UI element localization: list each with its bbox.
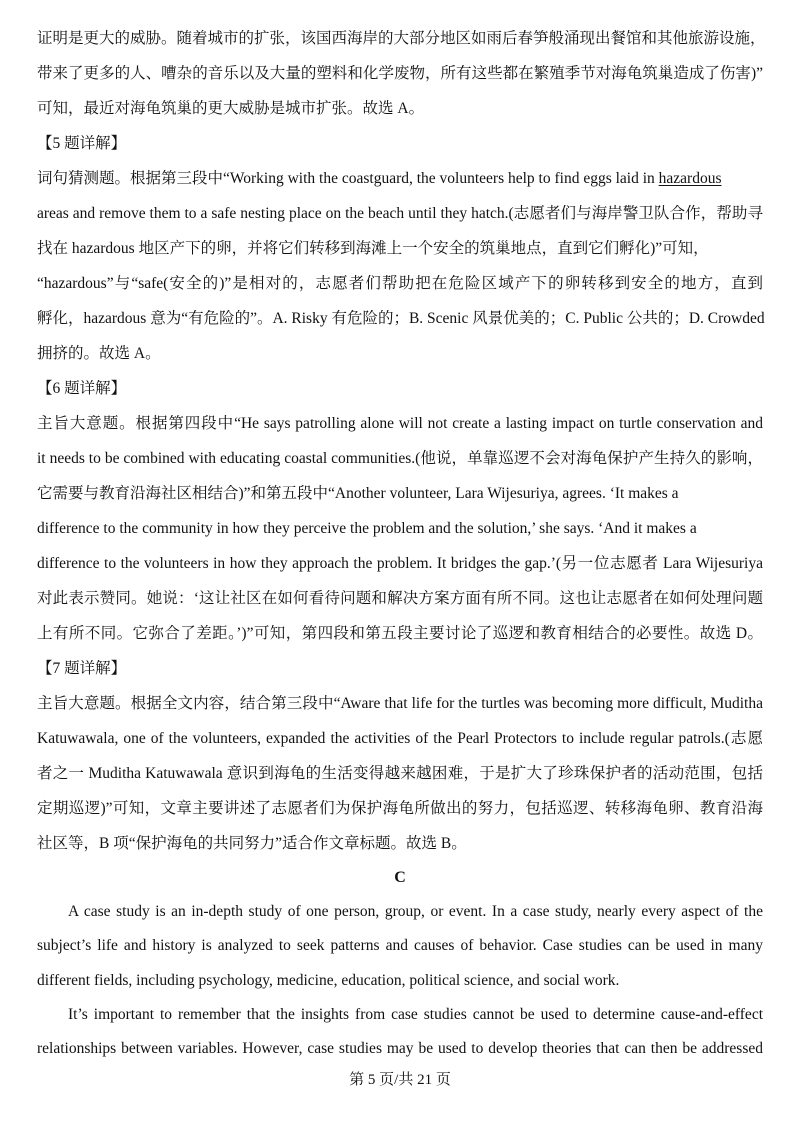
text-line: different fields, including psychology, medicine, education, political science, and social work. [37,971,620,989]
text-line: 拥挤的。故选 A。 [37,344,161,362]
passage-paragraph [37,998,763,1067]
answer-explanation-q7 [37,651,763,861]
text-line: 主旨大意题。根据全文内容，结合第三段中“Aware that life for the turtles was becoming more difficult, Muditha [37,694,763,712]
page-content [37,21,766,1067]
text-line: 定期巡逻)”可知，文章主要讲述了志愿者们为保护海龟所做出的努力，包括巡逻、转移海龟卵、教育沿海 [37,799,763,817]
text-line [37,161,763,196]
text-line: 孵化，hazardous 意为“有危险的”。A. Risky 有危险的；B. Scenic 风景优美的；C. Public 公共的；D. Crowded [37,309,765,327]
text-line: 上有所不同。它弥合了差距。’)”可知，第四段和第五段主要讨论了巡逻和教育相结合的必要性。故选 D。 [37,624,763,642]
text-line: subject’s life and history is analyzed to seek patterns and causes of behavior. Case studies can be used in many [37,937,763,955]
answer-explanation-q4-continuation [37,21,766,126]
text-line: 主旨大意题。根据第四段中“He says patrolling alone will not create a lasting impact on turtle conservation and [37,414,763,432]
page-number: 第 5 页/共 21 页 [349,1072,451,1088]
text-line: 对此表示赞同。她说：‘这让社区在如何看待问题和解决方案方面有所不同。这也让志愿者在如何处理问题 [37,589,763,607]
text-line: areas and remove them to a safe nesting place on the beach until they hatch.(志愿者们与海岸警卫队合作，帮助寻 [37,204,763,222]
text-line: Katuwawala, one of the volunteers, expanded the activities of the Pearl Protectors to include regular patrols.(志愿 [37,729,763,747]
text-line: 证明是更大的威胁。随着城市的扩张，该国西海岸的大部分地区如雨后春笋般涌现出餐馆和其他旅游设施， [37,29,766,47]
text-line: “hazardous”与“safe(安全的)”是相对的，志愿者们帮助把在危险区域产下的卵转移到安全的地方，直到 [37,274,763,292]
text-line: difference to the volunteers in how they approach the problem. It bridges the gap.’(另一位志愿者 Lara Wijesuriya [37,554,763,572]
section-heading-q6: 【6 题详解】 [37,379,127,397]
text-line: difference to the community in how they perceive the problem and the solution,’ she says. ‘And it makes a [37,519,697,537]
underlined-word: hazardous [658,169,722,187]
reading-passage-c [37,861,763,1067]
text-line: 找在 hazardous 地区产下的卵，并将它们转移到海滩上一个安全的筑巢地点，直到它们孵化)”可知， [37,239,709,257]
passage-heading: C [394,868,406,886]
text-line: 者之一 Muditha Katuwawala 意识到海龟的生活变得越来越困难，于是扩大了珍珠保护者的活动范围，包括 [37,764,763,782]
section-heading-q5: 【5 题详解】 [37,134,127,152]
answer-explanation-q5 [37,126,763,371]
text-line: A case study is an in-depth study of one person, group, or event. In a case study, nearly every aspect of the [68,902,763,920]
passage-paragraph [37,895,763,998]
line-text: 词句猜测题。根据第三段中“Working with the coastguard, the volunteers help to find eggs laid in [37,169,659,187]
text-line: 带来了更多的人、嘈杂的音乐以及大量的塑料和化学废物，所有这些都在繁殖季节对海龟筑巢造成了伤害)” [37,64,763,82]
answer-explanation-q6 [37,371,763,651]
text-line: 可知，最近对海龟筑巢的更大威胁是城市扩张。故选 A。 [37,99,425,117]
text-line: It’s important to remember that the insights from case studies cannot be used to determine cause-and-effect [68,1006,763,1024]
section-heading-q7: 【7 题详解】 [37,659,127,677]
text-line: 社区等，B 项“保护海龟的共同努力”适合作文章标题。故选 B。 [37,834,467,852]
text-line: it needs to be combined with educating coastal communities.(他说，单靠巡逻不会对海龟保护产生持久的影响， [37,449,763,467]
text-line: 它需要与教育沿海社区相结合)”和第五段中“Another volunteer, Lara Wijesuriya, agrees. ‘It makes a [37,484,679,502]
text-line: relationships between variables. However, case studies may be used to develop theories that can then be addressed [37,1040,763,1058]
